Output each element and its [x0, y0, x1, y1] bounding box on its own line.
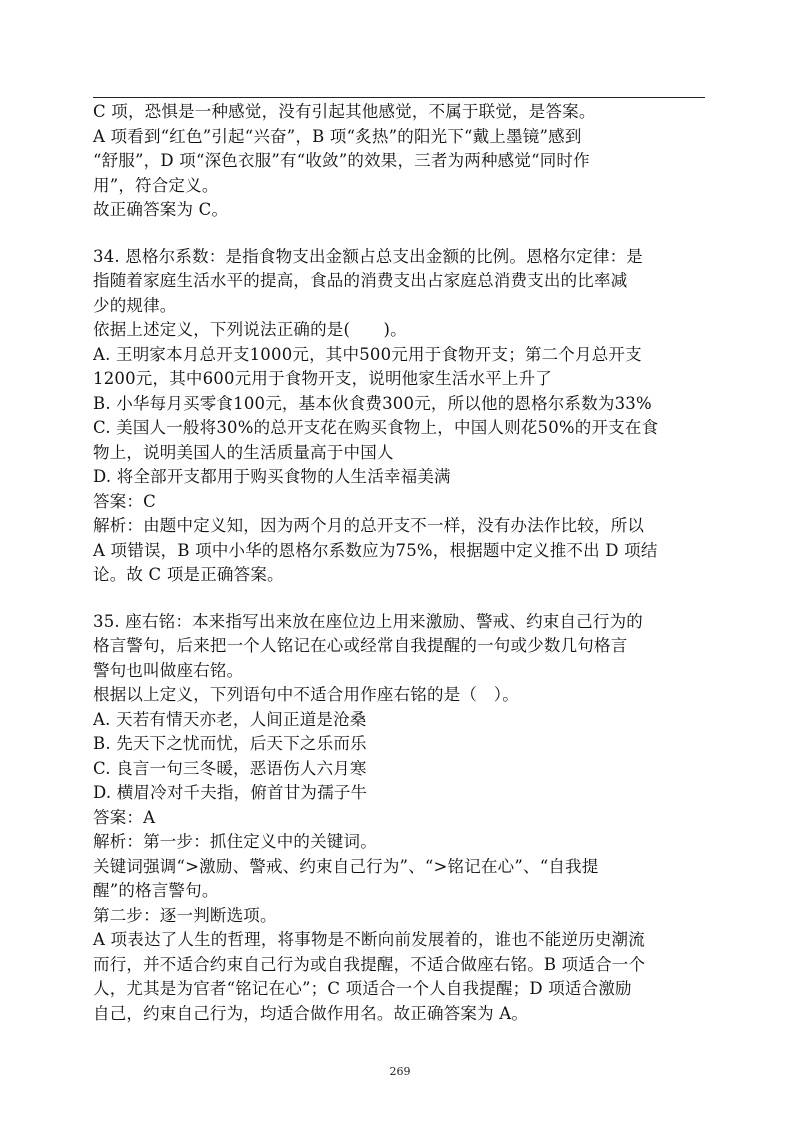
text-line: 警句也叫做座右铭。 [93, 660, 244, 680]
text-line: A 项看到“红色”引起“兴奋”，B 项“炙热”的阳光下“戴上墨镜”感到 [93, 126, 582, 146]
option-a: A. 天若有情天亦老，人间正道是沧桑 [93, 709, 367, 729]
option-d: D. 横眉冷对千夫指，俯首甘为孺子牛 [93, 783, 368, 802]
text-line: 格言警句，后来把一个人铭记在心或经常自我提醒的一句或少数几句格言 [93, 636, 628, 655]
page-body [93, 100, 713, 1026]
question-34-prompt: 依据上述定义，下列说法正确的是( )。 [93, 320, 407, 339]
text-line: 关键词强调“>激励、警戒、约束自己行为”、“>铭记在心”、“自我提 [93, 856, 599, 876]
analysis: 解析：第一步：抓住定义中的关键词。 [93, 832, 377, 851]
text-line: 而行，并不适合约束自己行为或自我提醒，不适合做座右铭。B 项适合一个 [93, 954, 646, 974]
text-line: A 项错误，B 项中小华的恩格尔系数应为75%，根据题中定义推不出 D 项结 [93, 540, 658, 560]
option-d: D. 将全部开支都用于购买食物的人生活幸福美满 [93, 467, 451, 486]
text-line: 自己，约束自己行为，均适合做作用名。故正确答案为 A。 [93, 1003, 529, 1023]
option-c: C. 美国人一般将30%的总开支花在购买食物上，中国人则花50%的开支在食 [93, 418, 659, 437]
paragraph-gap [93, 588, 713, 610]
text-line: 人，尤其是为官者“铭记在心”；C 项适合一个人自我提醒；D 项适合激励 [93, 979, 632, 998]
text-line: C 项，恐惧是一种感觉，没有引起其他感觉，不属于联觉，是答案。 [93, 102, 596, 121]
option-b: B. 小华每月买零食100元，基本伙食费300元，所以他的恩格尔系数为33% [93, 393, 652, 413]
page-number: 269 [389, 1065, 411, 1078]
text-line: 醒”的格言警句。 [93, 881, 219, 900]
text-line: 第二步：逐一判断选项。 [93, 905, 277, 925]
text-line: 物上，说明美国人的生活质量高于中国人 [93, 442, 394, 462]
option-a: A. 王明家本月总开支1000元，其中500元用于食物开支；第二个月总开支 [93, 344, 642, 364]
text-line: A 项表达了人生的哲理，将事物是不断向前发展着的，谁也不能逆历史潮流 [93, 930, 645, 949]
answer: 答案：C [93, 491, 156, 511]
text-line: “舒服”，D 项“深色衣服”有“收敛”的效果，三者为两种感觉“同时作 [93, 151, 590, 170]
paragraph-gap [93, 223, 713, 245]
header-rule [93, 97, 705, 98]
question-34-stem: 34. 恩格尔系数：是指食物支出金额占总支出金额的比例。恩格尔定律：是 [93, 246, 643, 266]
question-35-prompt: 根据以上定义，下列语句中不适合用作座右铭的是（ ）。 [93, 685, 519, 704]
question-35-stem: 35. 座右铭：本来指写出来放在座位边上用来激励、警戒、约束自己行为的 [93, 611, 643, 631]
answer: 答案：A [93, 807, 156, 827]
text-line: 指随着家庭生活水平的提高，食品的消费支出占家庭总消费支出的比率减 [93, 271, 628, 290]
text-line: 1200元，其中600元用于食物开支，说明他家生活水平上升了 [93, 369, 552, 388]
text-line: 用”，符合定义。 [93, 175, 219, 195]
text-line: 故正确答案为 C。 [93, 200, 229, 219]
text-line: 少的规律。 [93, 295, 177, 315]
text-line: 论。故 C 项是正确答案。 [93, 565, 284, 584]
option-b: B. 先天下之忧而忧，后天下之乐而乐 [93, 734, 367, 753]
option-c: C. 良言一句三冬暖，恶语伤人六月寒 [93, 758, 367, 778]
analysis: 解析：由题中定义知，因为两个月的总开支不一样，没有办法作比较，所以 [93, 516, 645, 535]
